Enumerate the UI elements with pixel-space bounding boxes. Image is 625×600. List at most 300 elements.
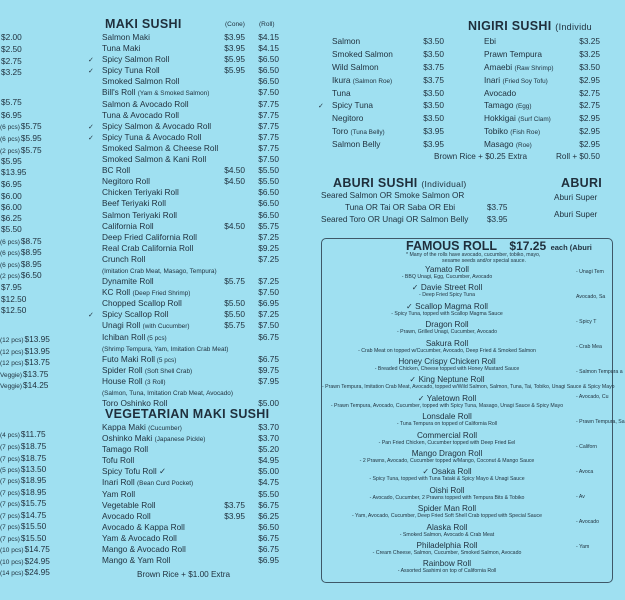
left-price-value: $5.75 (20, 145, 42, 155)
famous-note: * Many of the rolls have avocado, cucumber, tobiko, mayo, (406, 252, 541, 258)
famous-roll-name: Spider Man Roll (417, 504, 477, 514)
maki-item-price-roll: $7.50 (258, 320, 279, 331)
maki-item-price-cone: $4.50 (224, 220, 245, 231)
maki-item-name: (Shrimp Tempura, Yam, Imitation Crab Meat) (102, 345, 229, 353)
maki-item-name: ✓ Spicy Scallop Roll (88, 309, 211, 321)
maki-item-name: Smoked Salmon & Cheese Roll (102, 142, 219, 153)
famous-right-desc: - Unagi Tem (576, 269, 604, 275)
left-price-value: $5.50 (1, 224, 22, 234)
maki-item-price-roll: $7.50 (258, 87, 279, 98)
nigiri-item-price: $3.50 (423, 48, 444, 59)
maki-item-price-cone: $3.95 (224, 32, 245, 42)
checkmark-icon: ✓ (88, 68, 94, 76)
maki-item-price-roll: $6.50 (258, 65, 279, 76)
maki-item-name: Ichiban Roll (5 pcs) (102, 331, 167, 342)
famous-roll-item (322, 467, 572, 482)
maki-item-price-roll: $7.75 (258, 142, 279, 153)
left-price-value: $2.50 (1, 44, 22, 54)
famous-roll-item (322, 302, 572, 317)
maki-item-name: Negitoro Roll (102, 176, 150, 187)
famous-roll-desc: - Crab Meat on topped w/Cucumber, Avocado, Deep Fried & Smoked Salmon (358, 347, 536, 354)
maki-item-row (88, 276, 279, 287)
famous-roll-box (321, 238, 625, 583)
checkmark-icon: ✓ (411, 283, 419, 293)
left-price-value: $5.75 (1, 97, 22, 107)
maki-item-price-cone: $3.95 (224, 43, 245, 54)
maki-item-name: Dynamite Roll (102, 276, 154, 287)
veg-item-price-roll: $6.75 (258, 544, 279, 555)
famous-right-desc: - Prawn Tempura, Sa (576, 419, 625, 425)
veg-item-row (88, 544, 279, 555)
left-price-count: (7 pcs) (0, 536, 20, 543)
left-price-value: $6.95 (1, 110, 22, 120)
famous-roll-name: ✓ Osaka Roll (422, 467, 472, 477)
left-price-value: $2.75 (1, 56, 22, 66)
nigiri-item-row (470, 112, 600, 125)
veg-item-price-roll: $6.75 (258, 499, 279, 510)
left-price-row (0, 133, 48, 144)
nigiri-roll-extra: Roll + $0.50 (556, 152, 600, 161)
famous-roll-name: Rainbow Roll (422, 559, 472, 569)
nigiri-item-price: $3.50 (423, 113, 444, 124)
left-price-value: $3.25 (1, 67, 22, 77)
maki-item-name: Real Crab California Roll (102, 242, 194, 253)
nigiri-item-row (318, 61, 444, 74)
famous-roll-desc: - Smoked Salmon, Avocado & Crab Meat (399, 531, 495, 538)
famous-roll-desc: - Cream Cheese, Salmon, Cucumber, Smoked Salmon, Avocado (372, 550, 522, 556)
maki-item-row (88, 309, 279, 320)
veg-item-price-roll: $4.95 (258, 455, 279, 466)
left-price-value: $6.25 (1, 213, 22, 223)
famous-roll-item (322, 486, 572, 501)
left-price-value: $15.50 (20, 521, 47, 531)
famous-right-desc: - Avocado, Cu (576, 394, 609, 400)
famous-roll-item (322, 431, 572, 446)
maki-item-price-cone: $5.75 (224, 320, 245, 331)
famous-roll-item (322, 283, 572, 298)
maki-item-price-roll: $9.75 (258, 364, 279, 375)
left-price-row (0, 247, 48, 258)
left-price-row (0, 429, 48, 440)
left-price-row (0, 464, 48, 475)
famous-roll-name: Oishi Roll (429, 485, 465, 495)
veg-item-price-roll: $3.70 (258, 422, 279, 432)
maki-item-name: Smoked Salmon Roll (102, 76, 180, 87)
maki-item-price-roll: $6.75 (258, 353, 279, 364)
checkmark-icon: ✓ (409, 375, 417, 385)
maki-item-price-roll: $7.95 (258, 375, 279, 386)
veg-item-name: Avocado & Kappa Roll (102, 521, 185, 532)
nigiri-item-price: $2.75 (579, 100, 600, 111)
left-price-row (0, 224, 48, 235)
maki-item-name: House Roll (3 Roll) (102, 375, 166, 386)
left-price-row (0, 556, 48, 567)
left-price-row (0, 145, 48, 156)
famous-roll-desc: - BBQ Unagi, Egg, Cucumber, Avocado (401, 274, 493, 280)
maki-item-price-roll: $6.50 (258, 187, 279, 198)
maki-item-row (88, 154, 279, 165)
maki-item-name: Salmon & Avocado Roll (102, 98, 189, 109)
maki-item-name: Crunch Roll (102, 253, 146, 264)
nigiri-left-list (318, 35, 444, 151)
left-price-row (0, 56, 48, 67)
left-price-count: (6 pcs) (0, 239, 20, 246)
nigiri-item-name: Wild Salmon (332, 61, 379, 72)
nigiri-item-row (318, 125, 444, 138)
veg-item-price-roll: $5.20 (258, 444, 279, 455)
left-price-count: (6 pcs) (0, 124, 20, 131)
left-price-value: $8.95 (20, 259, 42, 269)
maki-item-row (88, 110, 279, 121)
famous-roll-item (322, 541, 572, 556)
nigiri-item-price: $3.50 (579, 61, 600, 72)
nigiri-item-row (318, 35, 444, 48)
aburi-right-line2: Aburi Super (554, 210, 598, 219)
aburi-right-line1: Aburi Super (554, 193, 598, 202)
left-price-row (0, 282, 48, 293)
maki-item-price-roll: $5.50 (258, 165, 279, 176)
nigiri-item-row (470, 35, 600, 48)
veg-item-row (88, 444, 279, 455)
left-price-value: $13.95 (24, 334, 50, 344)
maki-item-price-roll: $5.50 (258, 176, 279, 187)
nigiri-item-price: $2.95 (579, 113, 600, 124)
nigiri-item-price: $2.95 (579, 126, 600, 137)
nigiri-item-name: Prawn Tempura (484, 48, 542, 59)
left-price-row (0, 213, 48, 224)
nigiri-brown-rice: Brown Rice + $0.25 Extra (434, 152, 528, 161)
maki-item-row (88, 298, 279, 309)
maki-item-name: Deep Fried California Roll (102, 231, 197, 242)
veg-item-row (88, 455, 279, 466)
famous-roll-name: Honey Crispy Chicken Roll (398, 357, 496, 366)
veg-item-name: Tofu Roll (102, 455, 135, 466)
nigiri-item-price: $2.95 (579, 139, 600, 150)
nigiri-item-row (470, 99, 600, 112)
left-price-count: Veggie) (0, 383, 23, 390)
famous-roll-desc: - Assorted Sashimi on top of California Roll (397, 568, 497, 575)
maki-item-price-roll: $6.50 (258, 209, 279, 220)
left-price-row (0, 441, 48, 452)
famous-roll-item (322, 449, 572, 464)
maki-item-name: Bill's Roll (Yam & Smoked Salmon) (102, 87, 210, 98)
maki-item-row (88, 198, 279, 209)
left-price-row (0, 236, 48, 247)
left-price-row (0, 357, 48, 368)
left-price-row (0, 270, 48, 281)
veg-item-name: Spicy Tofu Roll ✓ (102, 466, 166, 477)
left-price-value: $15.75 (20, 498, 47, 508)
maki-item-row (88, 54, 279, 65)
nigiri-item-name: ✓ Spicy Tuna (318, 99, 410, 114)
nigiri-item-price: $3.75 (423, 61, 444, 72)
left-price-count: (10 pcs) (0, 547, 24, 554)
nigiri-item-name: Inari (Fried Soy Tofu) (484, 74, 548, 85)
checkmark-icon: ✓ (318, 103, 324, 111)
veg-item-row (88, 555, 279, 566)
maki-item-price-cone: $5.95 (224, 65, 245, 76)
left-price-value: $13.95 (1, 167, 27, 177)
famous-right-desc: - Av (576, 494, 585, 500)
nigiri-item-price: $3.50 (423, 87, 444, 98)
left-price-row (0, 167, 48, 178)
maki-item-name: Unagi Roll (with Cucumber) (102, 320, 190, 331)
maki-item-price-roll: $7.25 (258, 253, 279, 264)
left-price-value: $14.75 (24, 544, 50, 554)
maki-item-price-roll: $4.15 (258, 32, 279, 42)
famous-roll-desc: - 2 Prawns, Avocado, Cucumber topped w/Mango, Coconut & Mango Sauce (359, 458, 535, 464)
famous-roll-item (322, 523, 572, 538)
veg-item-row (88, 489, 279, 500)
famous-roll-desc: - Avocado, Cucumber, 2 Prawns topped with Tempura Bits & Tobiko (369, 494, 525, 501)
nigiri-item-name: Tobiko (Fish Roe) (484, 126, 541, 137)
veg-title: VEGETARIAN MAKI SUSHI (105, 407, 270, 421)
aburi-line1: Seared Salmon OR Smoke Salmon OR (321, 191, 465, 200)
famous-roll-item (322, 357, 572, 372)
maki-item-name: BC Roll (102, 165, 131, 176)
nigiri-item-name: Masago (Roe) (484, 139, 532, 150)
left-price-row (0, 110, 48, 121)
nigiri-item-price: $3.25 (579, 48, 600, 59)
nigiri-item-price: $3.50 (423, 36, 444, 46)
maki-item-price-roll: $7.25 (258, 231, 279, 242)
maki-item-row (88, 210, 279, 221)
maki-item-name: KC Roll (Deep Fried Shrimp) (102, 287, 191, 298)
famous-roll-item (322, 320, 572, 335)
famous-note2: sesame seeds and/or special sauce. (442, 258, 526, 264)
famous-roll-desc: - Prawn, Grilled Unagi, Cucumber, Avocado (397, 329, 497, 336)
left-price-value: $5.75 (20, 121, 42, 131)
left-price-value: $12.50 (1, 294, 27, 304)
left-price-row (0, 498, 48, 509)
famous-roll-desc: - Prawn Tempura, Avocado, Cucumber, topped with Spicy Tuna, Masago, Unagi Sauce & Spicy Mayo (330, 402, 564, 409)
veg-item-row (88, 433, 279, 444)
nigiri-item-name: Tamago (Egg) (484, 100, 532, 111)
cone-header: (Cone) (225, 21, 245, 28)
maki-item-price-cone: $4.50 (224, 165, 245, 176)
left-price-count: (10 pcs) (0, 559, 24, 566)
famous-roll-desc: - Spicy Tuna, topped with Tuna Tataki & Spicy Mayo & Unagi Sauce (369, 476, 525, 483)
nigiri-item-row (318, 87, 444, 100)
nigiri-item-row (470, 61, 600, 74)
veg-item-price-roll: $6.95 (258, 555, 279, 566)
maki-item-name: Chicken Teriyaki Roll (102, 187, 179, 198)
maki-list (88, 32, 279, 409)
famous-roll-name: Yamato Roll (425, 265, 469, 274)
nigiri-item-price: $3.50 (423, 100, 444, 111)
checkmark-icon: ✓ (422, 467, 430, 477)
left-price-row (0, 533, 48, 544)
left-price-count: (12 pcs) (0, 349, 24, 356)
veg-item-price-roll: $4.75 (258, 477, 279, 488)
nigiri-item-price: $3.95 (423, 139, 444, 150)
left-price-value: $18.95 (20, 475, 47, 485)
left-price-count: (7 pcs) (0, 524, 20, 531)
nigiri-item-row (470, 48, 600, 61)
veg-list (88, 422, 279, 566)
maki-item-price-cone: $5.50 (224, 309, 245, 320)
maki-item-name: Tuna Maki (102, 43, 141, 54)
left-price-count: Veggie) (0, 372, 23, 379)
maki-item-name: ✓ Spicy Salmon Roll (88, 54, 211, 66)
aburi-title: ABURI SUSHI (Individual) (333, 176, 467, 190)
left-price-row (0, 380, 48, 391)
maki-item-name: (Imitation Crab Meat, Masago, Tempura) (102, 267, 217, 275)
maki-item-row (88, 121, 279, 132)
maki-item-row (88, 65, 279, 76)
famous-roll-desc: - Deep Fried Spicy Tuna (419, 292, 475, 299)
maki-item-name: Smoked Salmon & Kani Roll (102, 154, 207, 165)
veg-item-row (88, 522, 279, 533)
nigiri-item-row (318, 99, 444, 112)
left-price-row (0, 305, 48, 316)
maki-item-name: Tuna & Avocado Roll (102, 109, 180, 120)
left-price-row (0, 44, 48, 55)
aburi-price3: $3.95 (487, 215, 508, 224)
left-price-count: (2 pcs) (0, 273, 20, 280)
aburi-line3: Seared Toro OR Unagi OR Salmon Belly (321, 215, 469, 224)
famous-roll-desc: - Pan Fried Chicken, Cucumber topped with Deep Fried Eel (378, 439, 516, 446)
famous-roll-desc: - Breaded Chicken, Cheese topped with Honey Mustard Sauce (374, 366, 520, 372)
maki-item-row (88, 320, 279, 331)
checkmark-icon: ✓ (88, 57, 94, 65)
left-price-value: $6.50 (20, 270, 42, 280)
left-price-count: (7 pcs) (0, 513, 20, 520)
left-price-value: $18.95 (20, 487, 47, 497)
left-price-value: $8.75 (20, 236, 42, 246)
maki-item-row (88, 376, 279, 387)
nigiri-item-row (470, 87, 600, 100)
left-price-count: (6 pcs) (0, 262, 20, 269)
veg-item-row (88, 422, 279, 433)
maki-item-row (88, 221, 279, 232)
famous-roll-desc: - Yam, Avocado, Cucumber, Deep Fried Soft Shell Crab topped with Special Sauce (351, 513, 543, 520)
nigiri-item-row (470, 125, 600, 138)
veg-item-name: Avocado Roll (102, 510, 151, 521)
famous-roll-name: Philadelphia Roll (416, 541, 478, 550)
nigiri-item-name: Avocado (484, 87, 517, 98)
veg-item-name: Mango & Avocado Roll (102, 544, 186, 555)
left-price-value: $12.50 (1, 305, 27, 315)
nigiri-item-price: $3.75 (423, 74, 444, 85)
famous-right-desc: - Yam (576, 544, 590, 550)
famous-roll-desc: - Spicy Tuna, topped with Scallop Magma Sauce (391, 310, 503, 317)
famous-roll-name: Dragon Roll (425, 320, 469, 330)
famous-right-desc: Avocado, Sa (576, 294, 606, 300)
nigiri-item-name: Salmon (332, 36, 361, 46)
nigiri-title: NIGIRI SUSHI (Individu (468, 19, 592, 33)
veg-brown-rice: Brown Rice + $1.00 Extra (137, 570, 231, 579)
maki-title: MAKI SUSHI (105, 17, 182, 31)
checkmark-icon: ✓ (88, 134, 94, 142)
left-price-row (0, 121, 48, 132)
left-price-value: $7.95 (1, 282, 22, 292)
famous-right-desc: - Avocado (576, 519, 599, 525)
left-price-value: $8.95 (20, 247, 42, 257)
maki-item-name: (Salmon, Tuna, Imitation Crab Meat, Avocado) (102, 390, 233, 397)
left-price-row (0, 567, 48, 578)
left-price-value: $15.50 (20, 533, 47, 543)
roll-header: (Roll) (259, 21, 275, 28)
nigiri-item-row (318, 48, 444, 61)
left-price-value: $13.50 (20, 464, 47, 474)
famous-roll-name: Commercial Roll (416, 430, 478, 440)
left-price-row (0, 475, 48, 486)
left-price-count: (6 pcs) (0, 250, 20, 257)
left-price-count: (7 pcs) (0, 456, 20, 463)
left-price-count: (4 pcs) (0, 432, 20, 439)
maki-item-row (88, 243, 279, 254)
veg-item-name: Tamago Roll (102, 444, 149, 455)
maki-item-price-roll: $9.25 (258, 242, 279, 253)
famous-roll-desc: - Tuna Tempura on topped of California Roll (396, 421, 498, 428)
left-price-row (0, 67, 48, 78)
veg-item-name: Oshinko Maki (Japanese Pickle) (102, 433, 206, 444)
left-price-count: (5 pcs) (0, 467, 20, 474)
maki-item-row (88, 143, 279, 154)
nigiri-item-name: Amaebi (Raw Shrimp) (484, 61, 554, 72)
maki-item-name: Futo Maki Roll (5 pcs) (102, 353, 177, 364)
veg-item-price-roll: $6.25 (258, 510, 279, 521)
veg-item-row (88, 533, 279, 544)
left-price-row (0, 369, 48, 380)
famous-roll-name: ✓ Scallop Magma Roll (406, 301, 488, 311)
left-price-count: (7 pcs) (0, 444, 20, 451)
famous-roll-desc: - Prawn Tempura, Imitation Crab Meat, Avocado, topped w/Wild Salmon, Salmon, Tuna, Tai, Tobiko, Unagi Sauce & Spicy Mayo (322, 384, 615, 391)
maki-item-name: Beef Teriyaki Roll (102, 198, 166, 209)
nigiri-item-row (318, 138, 444, 151)
maki-item-name: ✓ Spicy Tuna & Avocado Roll (88, 132, 211, 144)
checkmark-icon: ✓ (417, 393, 425, 403)
nigiri-item-name: Salmon Belly (332, 139, 381, 150)
famous-right-desc: - Spicy T (576, 319, 597, 325)
left-price-value: $24.95 (24, 556, 50, 566)
left-price-value: $5.95 (1, 156, 22, 166)
maki-item-price-roll: $7.50 (258, 154, 279, 165)
maki-item-row (88, 43, 279, 54)
veg-item-price-roll: $5.50 (258, 488, 279, 499)
maki-item-price-roll: $5.75 (258, 220, 279, 231)
maki-item-price-roll: $6.95 (258, 298, 279, 309)
veg-item-row (88, 511, 279, 522)
maki-item-row (88, 387, 279, 398)
nigiri-item-row (470, 138, 600, 151)
veg-item-price-cone: $3.95 (224, 510, 245, 521)
left-price-row (0, 544, 48, 555)
left-price-row (0, 294, 48, 305)
maki-item-price-roll: $7.25 (258, 309, 279, 320)
maki-item-row (88, 32, 279, 43)
famous-roll-name: ✓ King Neptune Roll (409, 375, 485, 385)
veg-item-row (88, 500, 279, 511)
aburi-price2: $3.75 (487, 203, 508, 212)
left-price-value: $18.75 (20, 453, 47, 463)
left-price-count: (12 pcs) (0, 337, 24, 344)
famous-right-desc: - Salmon Tempura a (576, 369, 623, 375)
nigiri-item-price: $3.95 (423, 126, 444, 137)
left-price-value: $24.95 (24, 567, 50, 577)
maki-item-row (88, 365, 279, 376)
veg-item-price-roll: $5.00 (258, 466, 279, 477)
maki-item-row (88, 287, 279, 298)
nigiri-item-name: Tuna (332, 87, 351, 98)
veg-item-name: Vegetable Roll (102, 499, 156, 510)
left-price-value: $2.00 (1, 32, 22, 42)
left-price-row (0, 453, 48, 464)
nigiri-item-price: $3.25 (579, 36, 600, 46)
maki-item-name: California Roll (102, 220, 154, 231)
maki-item-price-roll: $4.15 (258, 43, 279, 54)
